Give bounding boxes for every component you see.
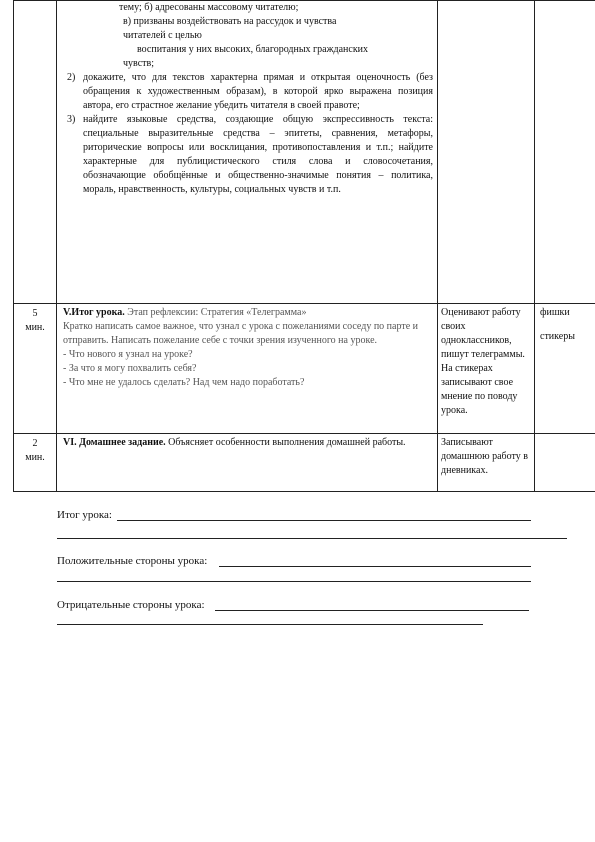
table-row	[14, 304, 595, 434]
students-cell	[438, 1, 535, 304]
lesson-summary-label: Итог урока:	[57, 509, 112, 521]
table-row	[14, 1, 595, 304]
positive-line	[57, 581, 531, 582]
text-line: воспитания у них высоких, благородных гражданских	[137, 44, 369, 55]
time-cell	[14, 304, 57, 434]
task-cell	[57, 304, 438, 434]
time-value: 2	[32, 438, 38, 449]
list-number: 2)	[67, 72, 76, 83]
resources-cell	[535, 304, 595, 434]
list-text: найдите языковые средства, создающие общую экспрессивность текста: специальные выразительные средства – эпитеты, сравнения, метафоры, риторические вопросы или восклицания, противопоставления и т.п.; найдите характерные для публицистического стиля слова и словосочетания, обозначающие обобщённые и общественно-значимые понятия – политика, мораль, нравственность, культуры, социальных чувств и т.п.	[83, 114, 433, 195]
numbered-list	[63, 71, 433, 197]
text-line: в) призваны воздействовать на рассудок и чувства	[123, 16, 337, 27]
time-unit: мин.	[25, 322, 45, 333]
lesson-plan-table	[13, 0, 595, 492]
table-row	[14, 434, 595, 492]
task-cell	[57, 1, 438, 304]
list-text: докажите, что для текстов характерна прямая и открытая оценочность (без обращения к художественным образам), в которой ярко выражена позиция автора, его страстное желание убедить читателя в своей правоте;	[83, 72, 433, 111]
time-unit: мин.	[25, 452, 45, 463]
resource-item: фишки	[540, 307, 570, 318]
text-line: чувств;	[123, 58, 155, 69]
list-item	[63, 113, 433, 197]
positive-aspects-label: Положительные стороны урока:	[57, 555, 208, 567]
stage-title: V.Итог урока.	[63, 307, 125, 318]
students-activity: Записывают домашнюю работу в дневниках.	[441, 437, 528, 476]
homework-text	[63, 436, 433, 450]
students-cell	[438, 304, 535, 434]
task-paragraph: Кратко написать самое важное, что узнал с урока с пожеланиями соседу по парте и отправить. Написать пожелание себе с точки зрения изученного на уроке.	[63, 321, 418, 346]
summary-line	[57, 538, 567, 539]
stage-subtitle: Этап рефлексии: Стратегия «Телеграмма»	[124, 307, 307, 318]
stage-description: Объясняет особенности выполнения домашней работы.	[165, 437, 406, 448]
text-line: тему; б) адресованы массовому читателю;	[119, 2, 299, 13]
resources-cell	[535, 1, 595, 304]
summary-line	[117, 520, 531, 521]
negative-aspects-label: Отрицательные стороны урока:	[57, 599, 205, 611]
negative-line	[215, 610, 529, 611]
students-activity: Оценивают работу своих одноклассников, пишут телеграммы. На стикерах записывают свое мнение по поводу урока.	[441, 307, 525, 416]
time-cell	[14, 1, 57, 304]
list-item	[63, 71, 433, 113]
text-line: читателей с целью	[123, 30, 202, 41]
question-item: - Что мне не удалось сделать? Над чем надо поработать?	[63, 377, 305, 388]
list-number: 3)	[67, 114, 76, 125]
question-item: - За что я могу похвалить себя?	[63, 363, 197, 374]
resource-item: стикеры	[540, 331, 575, 342]
resources-cell	[535, 434, 595, 492]
time-value: 5	[32, 308, 38, 319]
question-item: - Что нового я узнал на уроке?	[63, 349, 193, 360]
positive-line	[219, 566, 531, 567]
task-cell	[57, 434, 438, 492]
time-cell	[14, 434, 57, 492]
negative-line	[57, 624, 483, 625]
stage-title: VI. Домашнее задание.	[63, 437, 166, 448]
students-cell	[438, 434, 535, 492]
stage-heading	[63, 306, 433, 320]
